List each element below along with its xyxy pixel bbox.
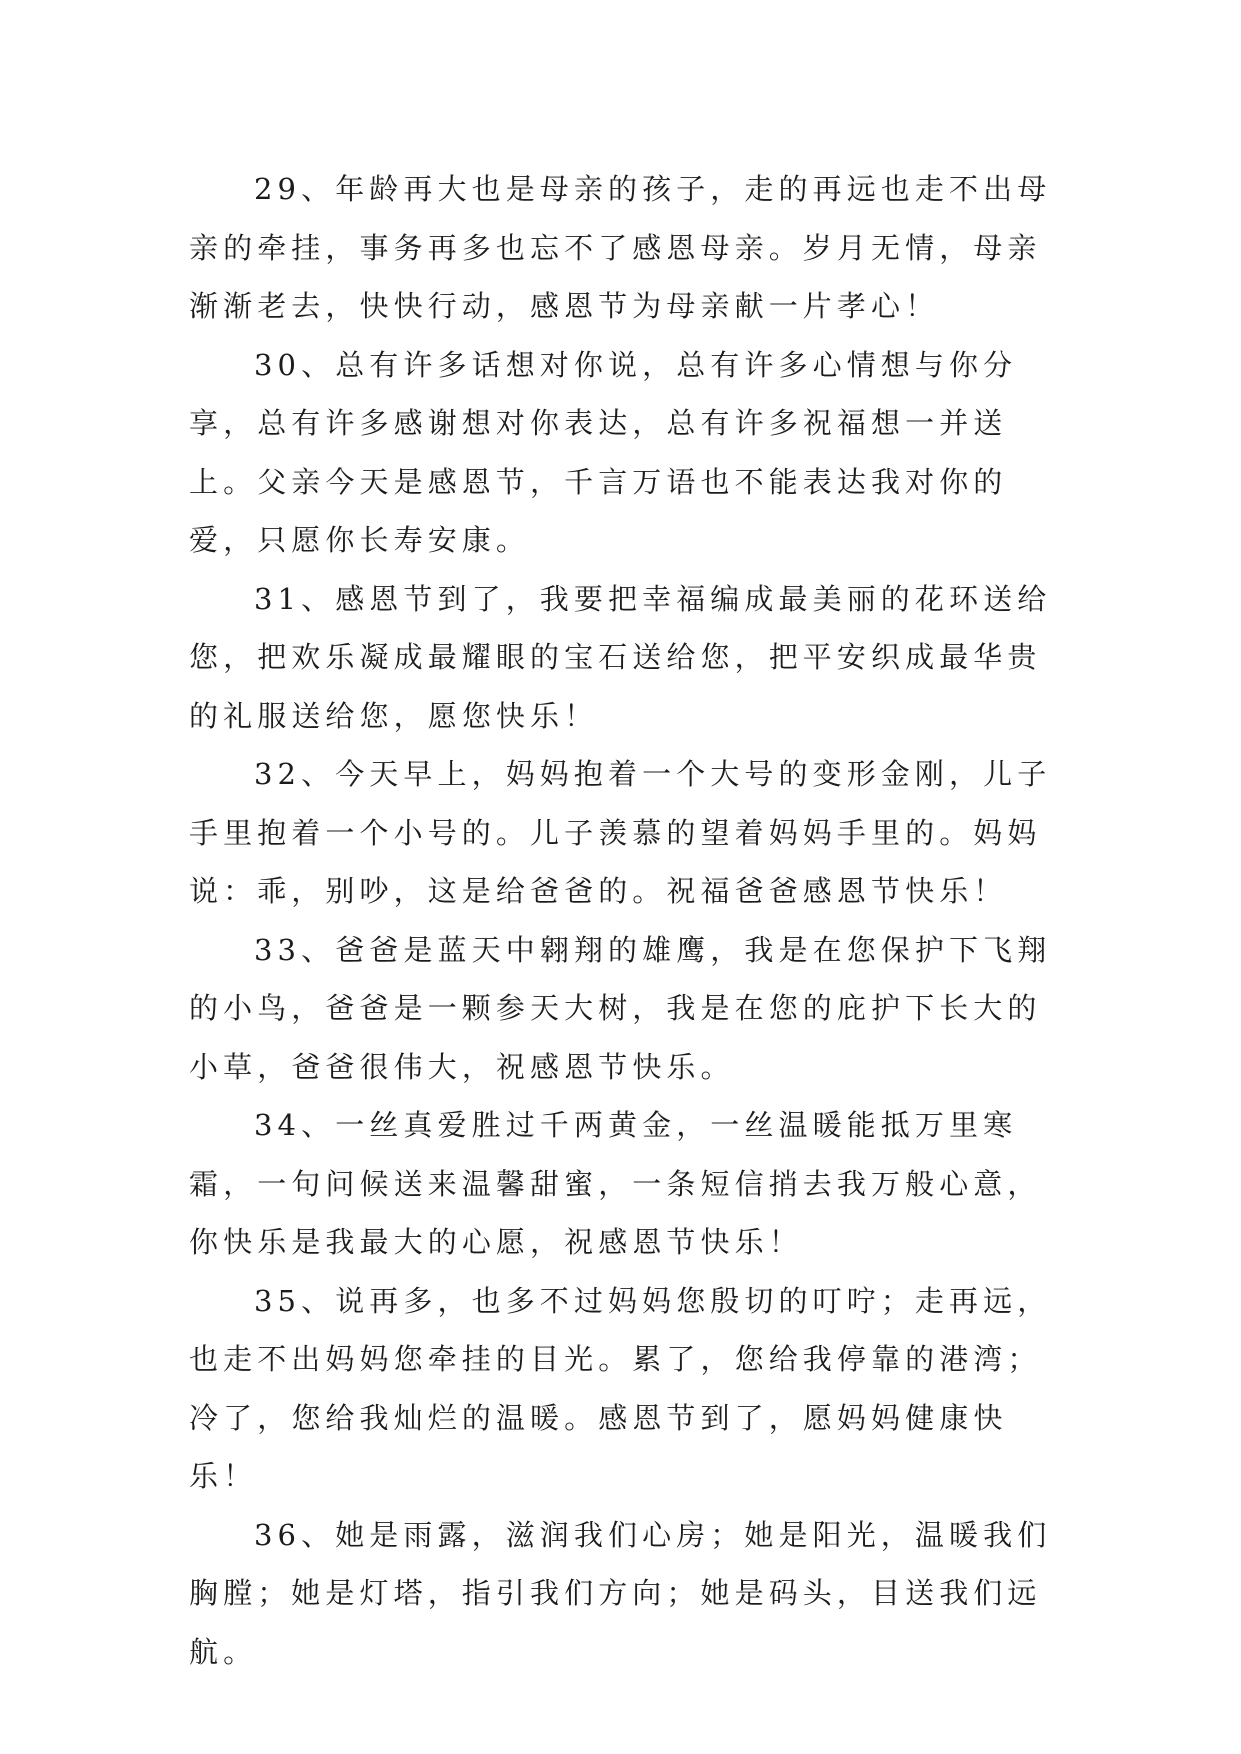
text-line: 31、感恩节到了，我要把幸福编成最美丽的花环送给您，: [189, 581, 1052, 674]
text-line: 是我最大的心愿，祝感恩节快乐！: [291, 1225, 803, 1259]
text-line: 30、总有许多话想对你说，总有许多心情想与你分享，: [189, 347, 1018, 440]
paragraph-34: [189, 1096, 1069, 1272]
text-line: 一句问候送来温馨甜蜜，一条短信捎去我万般心意，你快乐: [189, 1166, 1042, 1259]
paragraph-32: [189, 745, 1069, 921]
paragraph-29: [189, 160, 1069, 336]
text-line: 32、今天早上，妈妈抱着一个大号的变形金刚，儿子手: [189, 757, 1052, 850]
text-line: 乖，别吵，这是给爸爸的。祝福爸爸感恩节快乐！: [257, 874, 1008, 908]
text-line: 老去，快快行动，感恩节为母亲献一片孝心！: [257, 289, 940, 323]
paragraph-30: [189, 336, 1069, 570]
text-line: 小鸟，爸爸是一颗参天大树，我是在您的庇护下长大的小草，: [189, 991, 1042, 1084]
text-line: 35、说再多，也多不过妈妈您殷切的叮咛；走再远，也: [189, 1283, 1052, 1376]
text-line: 29、年龄再大也是母亲的孩子，走的再远也走不出母亲: [189, 172, 1052, 265]
paragraph-35: [189, 1272, 1069, 1506]
text-line: 把欢乐凝成最耀眼的宝石送给您，把平安织成最华贵的礼服: [189, 640, 1042, 733]
paragraph-36: [189, 1506, 1069, 1682]
text-line: 您给我灿烂的温暖。感恩节到了，愿妈妈健康快乐！: [189, 1400, 1008, 1493]
text-line: 34、一丝真爱胜过千两黄金，一丝温暖能抵万里寒霜，: [189, 1108, 1018, 1201]
paragraph-31: [189, 570, 1069, 746]
text-line: 爸爸很伟大，祝感恩节快乐。: [291, 1049, 735, 1084]
text-line: 的牵挂，事务再多也忘不了感恩母亲。岁月无情，母亲渐渐: [189, 230, 1042, 323]
text-line: 走不出妈妈您牵挂的目光。累了，您给我停靠的港湾；冷了，: [189, 1342, 1042, 1435]
text-line: 里抱着一个小号的。儿子羡慕的望着妈妈手里的。妈妈说：: [189, 815, 1042, 908]
text-line: 送给您，愿您快乐！: [291, 698, 599, 733]
text-line: 膛；她是灯塔，指引我们方向；她是码头，目送我们远航。: [189, 1576, 1042, 1669]
text-line: 36、她是雨露，滋润我们心房；她是阳光，温暖我们胸: [189, 1517, 1052, 1610]
paragraph-33: [189, 921, 1069, 1097]
text-line: 33、爸爸是蓝天中翱翔的雄鹰，我是在您保护下飞翔的: [189, 932, 1052, 1025]
text-line: 总有许多感谢想对你表达，总有许多祝福想一并送上。父亲: [189, 406, 1008, 499]
text-line: 寿安康。: [393, 523, 531, 557]
text-line: 今天是感恩节，千言万语也不能表达我对你的爱，只愿你长: [189, 464, 1008, 557]
document-body: [189, 160, 1069, 1681]
